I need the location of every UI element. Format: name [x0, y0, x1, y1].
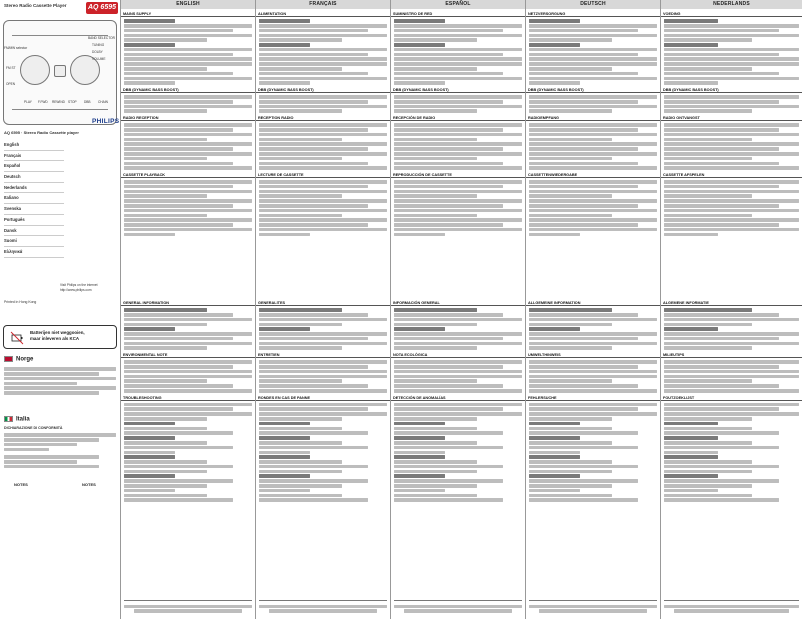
section-heading: VOEDING: [661, 11, 802, 17]
section-heading: DETECCIÓN DE ANOMALÍAS: [391, 395, 525, 401]
section-heading: CASSETTE PLAYBACK: [121, 172, 255, 178]
section-heading: DBB (DYNAMIC BASS BOOST): [526, 87, 660, 93]
language-item: Ελληνικά: [4, 247, 64, 258]
language-item: Français: [4, 151, 64, 162]
section-heading: LECTURE DE CASSETTE: [256, 172, 390, 178]
section-heading: FOUTZOEKLIJST: [661, 395, 802, 401]
callout-play: PLAY: [24, 100, 32, 104]
italia-heading: [4, 416, 30, 423]
language-item: English: [4, 140, 64, 151]
callout-stop: STOP: [68, 100, 77, 104]
column-footer: [394, 600, 522, 614]
section-heading: NOTA ECOLÓGICA: [391, 352, 525, 358]
callout-chain: CHAIN: [98, 100, 108, 104]
section-heading: RECEPTION RADIO: [256, 115, 390, 121]
language-item: Svenska: [4, 204, 64, 215]
italia-title: Italia: [16, 416, 30, 423]
philips-logo: PHILIPS: [92, 118, 120, 125]
notes-label-left: NOTES: [14, 482, 28, 487]
url-block: [60, 283, 98, 292]
section-heading: NETZVERSORGUNG: [526, 11, 660, 17]
callout-band: BAND SELECTOR: [88, 36, 115, 40]
left-panel: [0, 0, 120, 619]
column-title: FRANÇAIS: [256, 0, 390, 9]
product-caption: AQ 6595 · Stereo Radio Cassette player: [4, 130, 79, 135]
norway-flag-icon: [4, 356, 13, 362]
language-item: Português: [4, 215, 64, 226]
section-heading: RADIO RECEPTION: [121, 115, 255, 121]
section-heading: ENVIRONMENTAL NOTE: [121, 352, 255, 358]
language-item: Suomi: [4, 236, 64, 247]
section-heading: SUMINISTRO DE RED: [391, 11, 525, 17]
battery-line-2: maar inleveren als KCA: [30, 336, 80, 341]
column-title: NEDERLANDS: [661, 0, 802, 9]
section-heading: MILIEUTIPS: [661, 352, 802, 358]
battery-text: [30, 330, 85, 342]
norge-heading: [4, 356, 33, 363]
column-english: [121, 0, 255, 619]
column-footer: [664, 600, 799, 614]
section-heading: RADIOEMPFANG: [526, 115, 660, 121]
section-heading: GENERAL INFORMATION: [121, 300, 255, 306]
italia-text: [4, 432, 116, 469]
section-heading: DBB (DYNAMIC BASS BOOST): [661, 87, 802, 93]
section-heading: REPRODUCCIÓN DE CASSETTE: [391, 172, 525, 178]
callout-open: OPEN: [6, 82, 16, 86]
callout-fm-mw: FM/MW selector: [4, 46, 28, 50]
column-footer: [259, 600, 387, 614]
section-heading: GENERALITES: [256, 300, 390, 306]
column-espanol: [391, 0, 525, 619]
battery-recycle-icon: [10, 331, 24, 345]
section-heading: MAINS SUPPLY: [121, 11, 255, 17]
language-item: Italiano: [4, 193, 64, 204]
section-heading: FEHLERSUCHE: [526, 395, 660, 401]
column-nederlands: [661, 0, 802, 619]
column-francais: [256, 0, 390, 619]
column-title: ESPAÑOL: [391, 0, 525, 9]
callout-fm-st: FM ST: [6, 66, 16, 70]
callout-volume: VOLUME: [92, 57, 106, 61]
language-item: Dansk: [4, 226, 64, 237]
italy-flag-icon: [4, 416, 13, 422]
speaker-left: [20, 55, 50, 85]
norge-title: Norge: [16, 356, 34, 363]
italia-subtitle: DICHIARAZIONE DI CONFORMITÀ: [4, 426, 63, 430]
language-item: Deutsch: [4, 172, 64, 183]
battery-notice: [3, 325, 117, 349]
section-heading: UMWELTHINWEIS: [526, 352, 660, 358]
section-heading: DBB (DYNAMIC BASS BOOST): [121, 87, 255, 93]
column-deutsch: [526, 0, 660, 619]
norge-text: [4, 366, 116, 396]
model-badge: AQ 6595: [86, 2, 118, 14]
callout-ffwd: F.FWD: [38, 100, 48, 104]
printed-in: Printed in Hong Kong: [4, 300, 37, 304]
section-heading: RADIO ONTVANGST: [661, 115, 802, 121]
callout-tuning: TUNING: [92, 43, 105, 47]
callout-rewind: REWIND: [52, 100, 65, 104]
section-heading: DBB (DYNAMIC BASS BOOST): [391, 87, 525, 93]
language-list: [4, 140, 64, 258]
section-heading: ALLGEMEINE INFORMATION: [526, 300, 660, 306]
notes-label-right: NOTES: [82, 482, 96, 487]
column-title: ENGLISH: [121, 0, 255, 9]
section-heading: ENTRETIEN: [256, 352, 390, 358]
column-footer: [124, 600, 252, 614]
section-heading: RECEPCIÓN DE RADIO: [391, 115, 525, 121]
section-heading: DBB (DYNAMIC BASS BOOST): [256, 87, 390, 93]
column-footer: [529, 600, 657, 614]
cassette-door: [54, 65, 66, 77]
url-line-1: Visit Philips on the internet: [60, 283, 98, 287]
language-item: Nederlands: [4, 183, 64, 194]
section-heading: ALIMENTATION: [256, 11, 390, 17]
callout-dolby: DOLBY: [92, 50, 103, 54]
section-heading: TROUBLESHOOTING: [121, 395, 255, 401]
section-heading: INFORMACIÓN GENERAL: [391, 300, 525, 306]
language-item: Español: [4, 161, 64, 172]
callout-dbb: DBB: [84, 100, 91, 104]
section-heading: ALGEMENE INFORMATIE: [661, 300, 802, 306]
device-bottom-edge: [12, 109, 108, 110]
section-heading: CASSETTE AFSPELEN: [661, 172, 802, 178]
column-title: DEUTSCH: [526, 0, 660, 9]
battery-line-1: Batterijen niet weggooien,: [30, 330, 85, 335]
section-heading: CASSETTENWIEDERGABE: [526, 172, 660, 178]
section-heading: RONDES EN CAS DE PANNE: [256, 395, 390, 401]
brand-title: Stereo Radio Cassette Player: [4, 3, 67, 8]
url-line-2: http://www.philips.com: [60, 287, 92, 292]
